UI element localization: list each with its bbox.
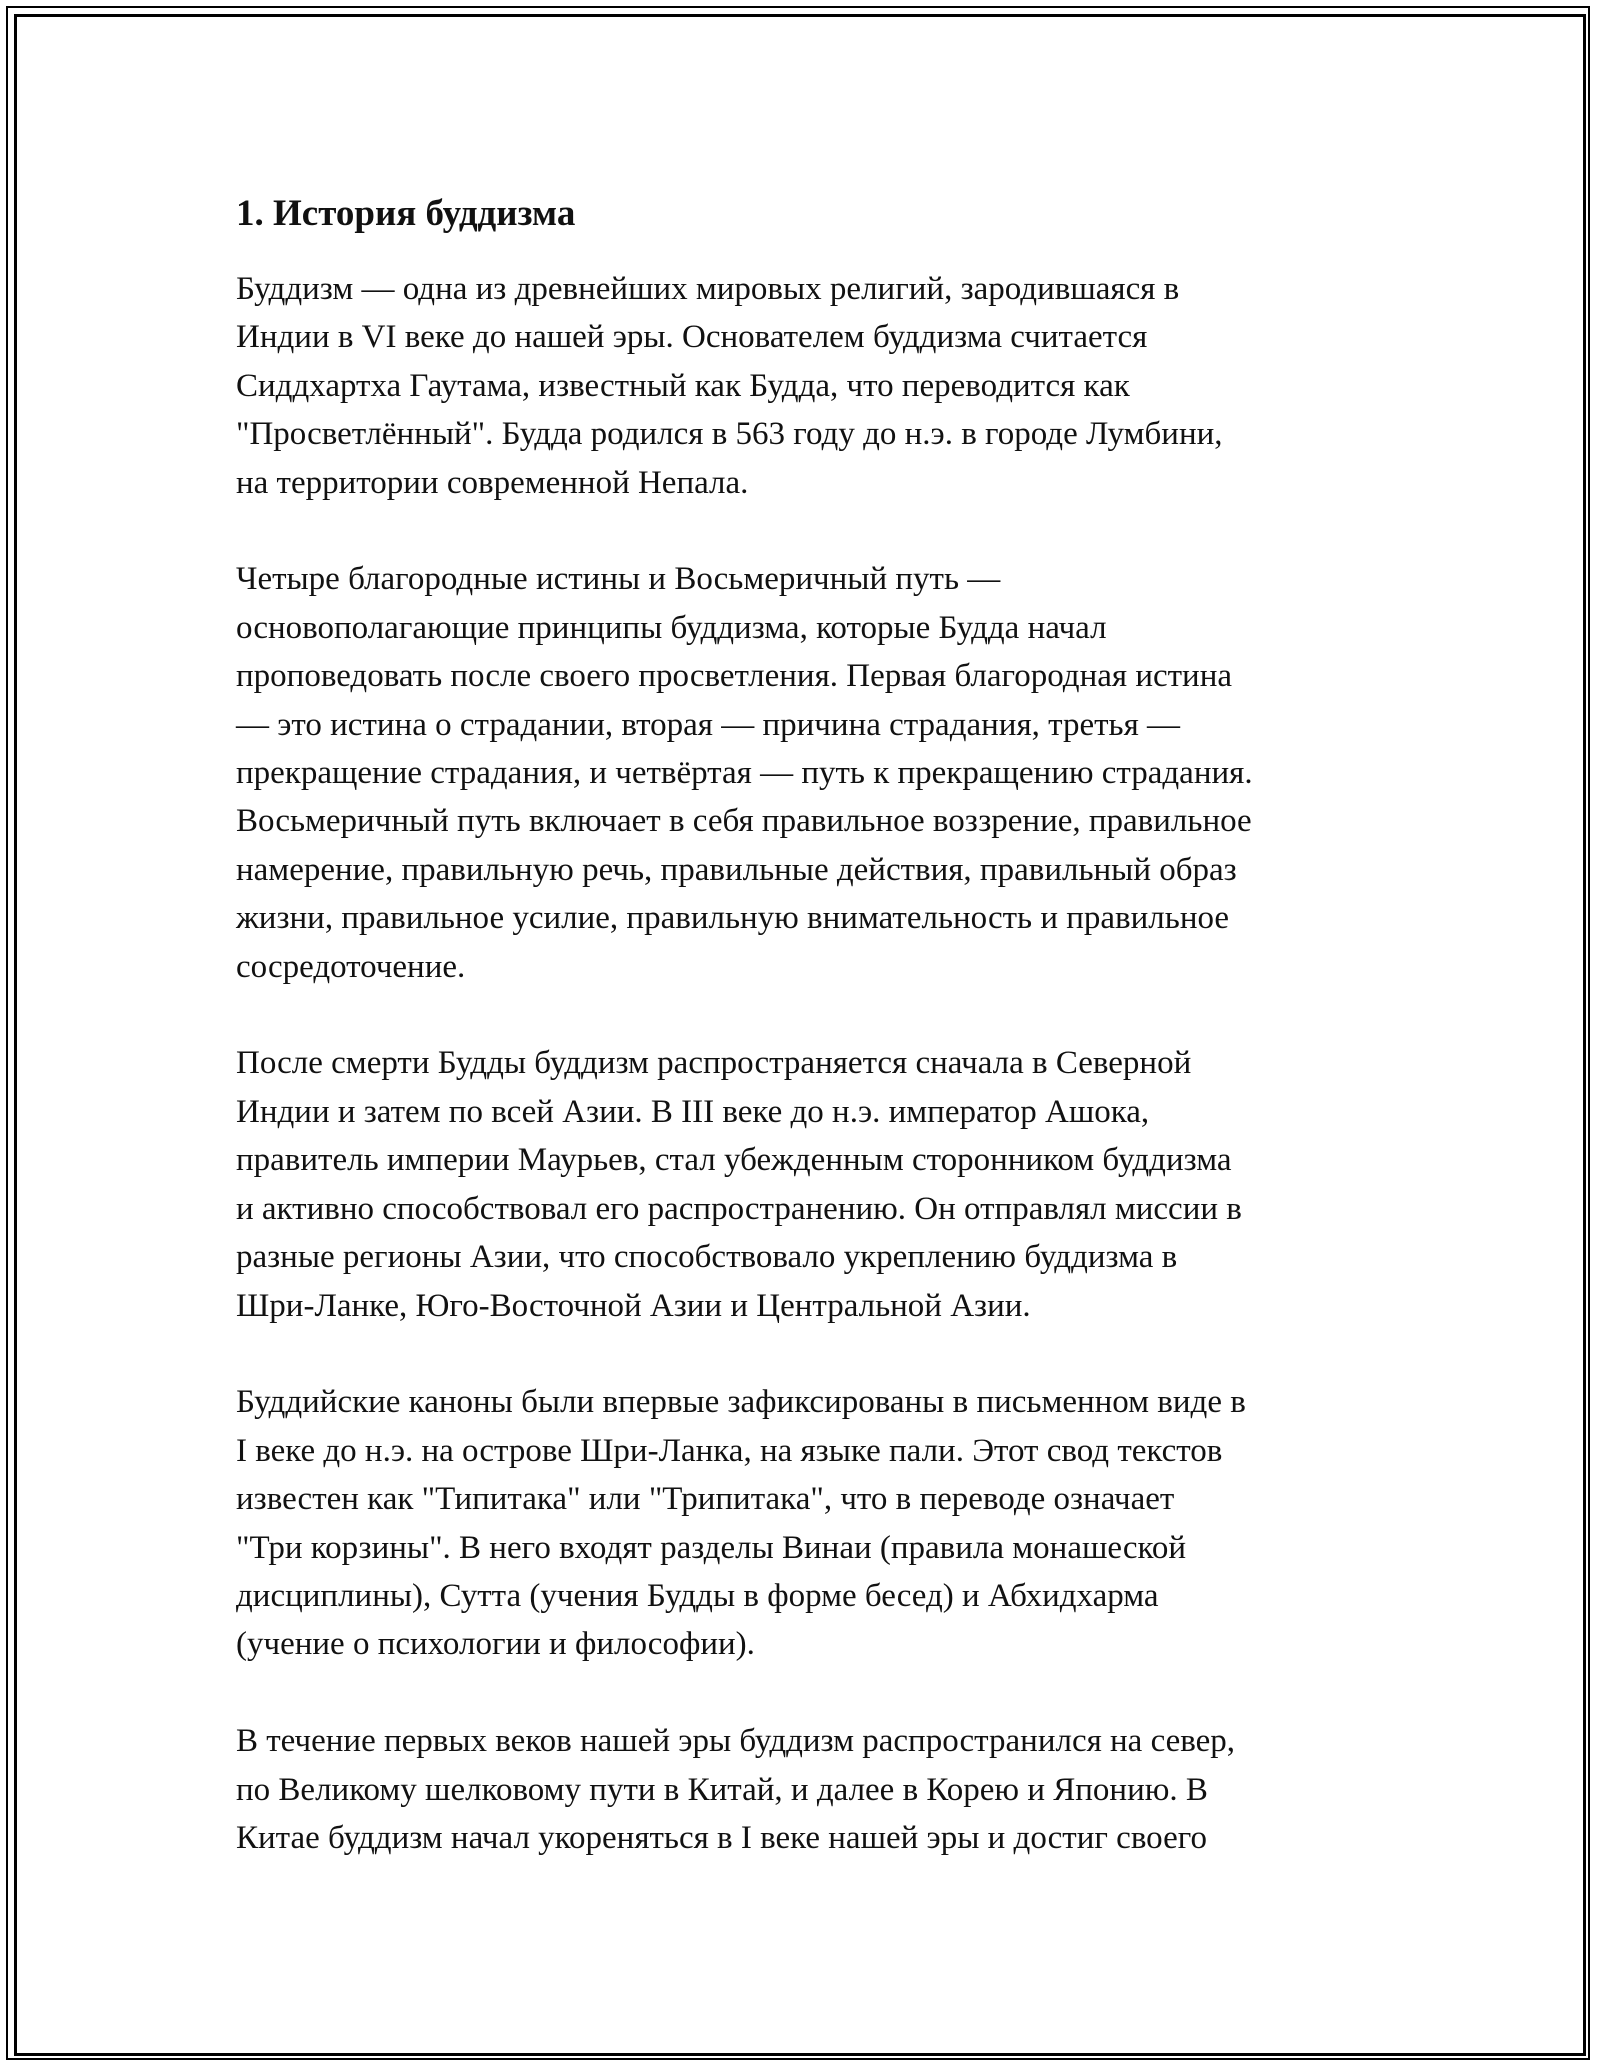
paragraph-spread-asia: После смерти Будды буддизм распространяется сначала в Северной Индии и затем по всей Азии. В III веке до н.э. император Ашока, правитель империи Маурьев, стал убежденным сторонником буддизма и активно способствовал его распространению. Он отправлял миссии в разные регионы Азии, что способствовало укреплению буддизма в Шри-Ланке, Юго-Восточной Азии и Центральной Азии.	[236, 1045, 1242, 1324]
paragraph-spread-north: В течение первых веков нашей эры буддизм распространился на север, по Великому шелковому пути в Китай, и далее в Корею и Японию. В Китае буддизм начал укореняться в I веке нашей эры и достиг своего	[236, 1723, 1236, 1856]
page-title: 1. История буддизма	[236, 193, 576, 234]
paragraph-canon: Буддийские каноны были впервые зафиксированы в письменном виде в I веке до н.э. на острове Шри-Ланка, на языке пали. Этот свод текстов известен как "Типитака" или "Трипитака", что в переводе означает "Три корзины". В него входят разделы Винаи (правила монашеской дисциплины), Сутта (учения Будды в форме бесед) и Абхидхарма (учение о психологии и философии).	[236, 1384, 1246, 1663]
paragraph-origins: Буддизм — одна из древнейших мировых религий, зародившаяся в Индии в VI веке до нашей эры. Основателем буддизма считается Сиддхартха Гаутама, известный как Будда, что переводится как "Просветлённый". Будда родился в 563 году до н.э. в городе Лумбини, на территории современной Непала.	[236, 271, 1223, 501]
document-body	[236, 185, 1376, 1911]
paragraph-noble-truths: Четыре благородные истины и Восьмеричный путь — основополагающие принципы буддизма, которые Будда начал проповедовать после своего просветления. Первая благородная истина — это истина о страдании, вторая — причина страдания, третья — прекращение страдания, и четвёртая — путь к прекращению страдания. Восьмеричный путь включает в себя правильное воззрение, правильное намерение, правильную речь, правильные действия, правильный образ жизни, правильное усилие, правильную внимательность и правильное сосредоточение.	[236, 561, 1253, 985]
